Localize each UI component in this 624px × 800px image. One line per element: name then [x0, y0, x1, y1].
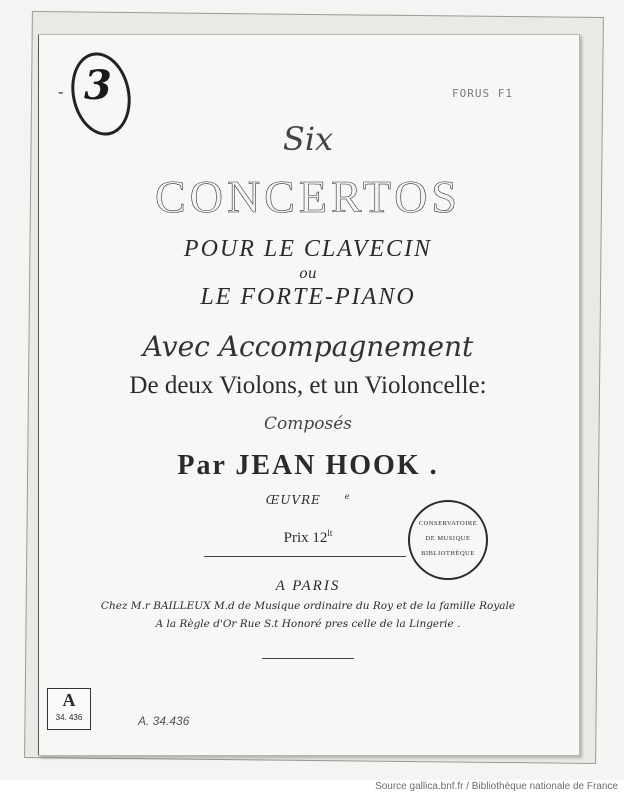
title-concertos: CONCERTOS: [155, 171, 461, 222]
shelf-mark-label: [47, 688, 91, 730]
shelf-mark-number: 34. 436: [55, 713, 83, 722]
title-composer: Par JEAN HOOK .: [177, 450, 439, 481]
title-ou: ou: [299, 266, 317, 282]
library-stamp: [408, 500, 488, 580]
rule-lower: [262, 658, 354, 659]
title-deux-violons: De deux Violons, et un Violoncelle:: [129, 372, 487, 399]
library-stamp-line-2: DE MUSIQUE: [425, 535, 471, 542]
circle-prefix: -: [58, 82, 64, 101]
oeuvre-label: ŒUVRE: [265, 493, 321, 507]
library-stamp-line-1: CONSERVATOIRE: [418, 520, 478, 527]
imprint-address: A la Règle d'Or Rue S.t Honoré pres celle de la Lingerie .: [155, 618, 461, 630]
imprint-paris: A PARIS: [275, 578, 341, 594]
title-six: Six: [282, 120, 334, 158]
source-footer: Source gallica.bnf.fr / Bibliothèque nationale de France: [375, 781, 618, 792]
circle-number: 3: [84, 62, 112, 109]
shelf-mark-letter: A: [62, 690, 76, 710]
imprint-publisher: Chez M.r BAILLEUX M.d de Musique ordinaire du Roy et de la famille Royale: [100, 600, 516, 612]
title-forte-piano: LE FORTE-PIANO: [200, 284, 416, 310]
title-avec-accompagnement: Avec Accompagnement: [142, 330, 474, 363]
title-oeuvre: [38, 492, 578, 507]
rule-upper: [204, 556, 406, 557]
price: [38, 528, 578, 547]
title-composes: Composés: [264, 414, 352, 434]
foruw-stamp: FORUS F1: [452, 87, 513, 100]
library-stamp-line-3: BIBLIOTHÈQUE: [421, 550, 475, 557]
title-pour-le-clavecin: POUR LE CLAVECIN: [183, 236, 433, 262]
price-label: Prix 12: [283, 530, 328, 546]
price-unit: lt: [327, 528, 333, 538]
oeuvre-suffix: e: [344, 492, 351, 501]
shelf-mark-handwritten: A. 34.436: [138, 714, 190, 728]
